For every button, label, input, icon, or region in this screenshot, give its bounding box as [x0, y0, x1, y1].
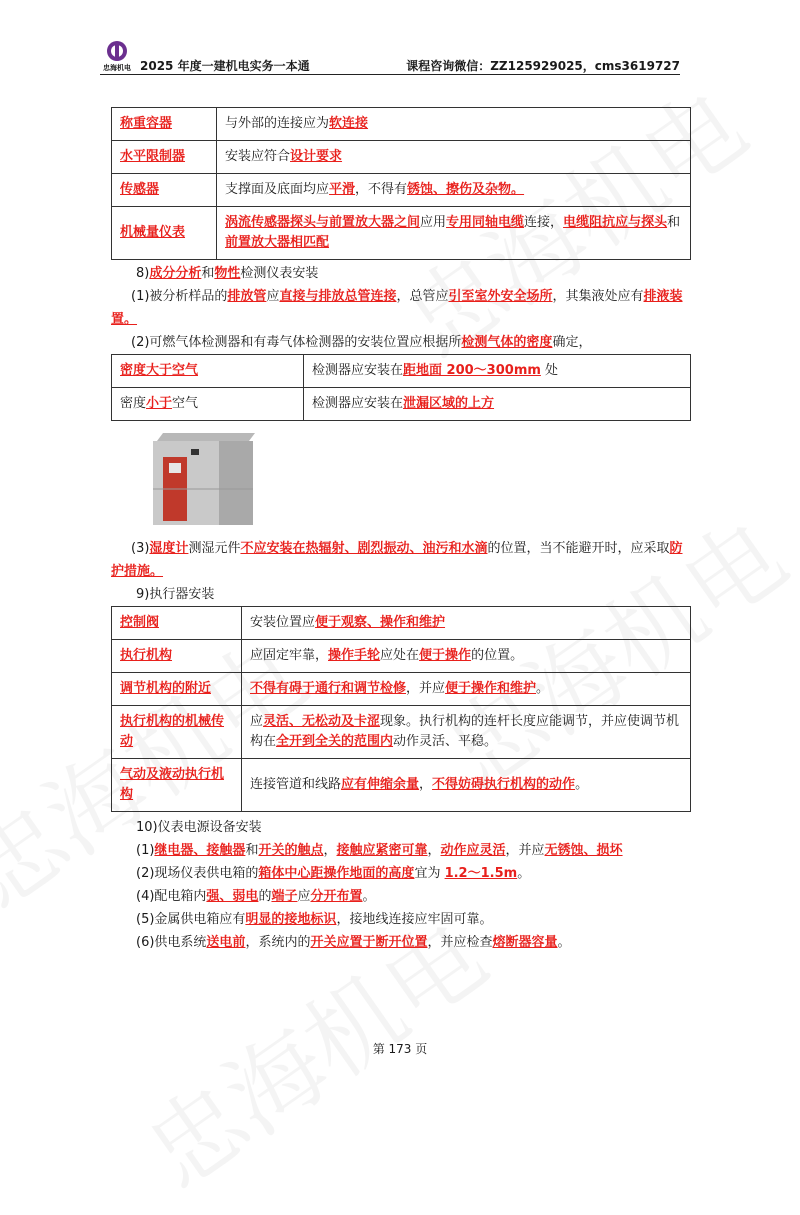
table-row [112, 607, 691, 640]
row-key: 控制阀 [112, 607, 242, 640]
row-key: 水平限制器 [112, 141, 217, 174]
highlight-text: 继电器、接触器 [154, 843, 246, 858]
table-row [112, 759, 691, 812]
row-key: 调节机构的附近 [112, 673, 242, 706]
text-segment: 现象。执行机构的连杆长度应能调节，并应使调节机构在 [250, 714, 680, 749]
row-key [112, 355, 304, 388]
highlight-text: 明显的接地标识 [245, 912, 337, 927]
highlight-text: 软连接 [329, 116, 369, 131]
section-10-heading: 10)仪表电源设备安装 [136, 820, 262, 835]
highlight-text: 距地面 200～300mm [403, 363, 541, 378]
row-value [242, 640, 691, 673]
table-row [112, 108, 691, 141]
text-segment: ，总管应 [396, 289, 449, 304]
analyzer-house-photo [149, 429, 259, 529]
text-segment: ，其集液处应有 [552, 289, 644, 304]
actuator-install-table [111, 606, 691, 812]
text-segment: 连接管道和线路 [250, 777, 342, 792]
text-segment: ，系统内的 [245, 935, 311, 950]
row-key: 执行机构的机械传动 [112, 706, 242, 759]
text-segment: 8) [136, 266, 150, 281]
text-segment: 支撑面及底面均应 [225, 182, 330, 197]
row-key: 气动及液动执行机构 [112, 759, 242, 812]
text-segment: ， [419, 777, 433, 792]
text-segment: 和 [245, 843, 259, 858]
text-segment: (4)配电箱内 [136, 889, 207, 904]
text-segment: 应固定牢靠， [250, 648, 329, 663]
text-segment: 宜为 [414, 866, 445, 881]
highlight-text: 涡流传感器探头与前置放大器之间 [225, 215, 421, 230]
text-segment: 。 [557, 935, 571, 950]
sensor-install-table [111, 107, 691, 260]
text-segment: 安装位置应 [250, 615, 316, 630]
text-segment: ，不得有 [355, 182, 408, 197]
row-value [217, 141, 691, 174]
text-segment: 检测仪表安装 [240, 266, 319, 281]
highlight-text: 前置放大器相匹配 [225, 235, 330, 250]
main-content [111, 107, 691, 954]
highlight-text: 开关应置于断开位置 [310, 935, 428, 950]
text-segment: ，并应 [505, 843, 545, 858]
table-row [112, 174, 691, 207]
text-segment: 空气 [172, 396, 199, 411]
highlight-text: 物性 [214, 266, 241, 281]
row-value [217, 174, 691, 207]
highlight-text: 锈蚀、擦伤及杂物。 [407, 182, 525, 197]
text-segment: 。 [536, 681, 550, 696]
row-value [217, 108, 691, 141]
text-segment: 密度 [120, 396, 147, 411]
list-item [111, 885, 691, 908]
row-value [304, 355, 691, 388]
text-segment: 的位置。 [471, 648, 524, 663]
text-segment: 。 [362, 889, 376, 904]
page-number: 第 173 页 [372, 1042, 428, 1056]
text-segment: 应处在 [380, 648, 420, 663]
text-segment: ，并应 [406, 681, 446, 696]
text-segment: 连接， [524, 215, 564, 230]
row-key: 机械量仪表 [112, 207, 217, 260]
text-segment: (3) [131, 541, 150, 556]
row-key: 称重容器 [112, 108, 217, 141]
highlight-text: 防护措施。 [111, 541, 683, 579]
row-key: 传感器 [112, 174, 217, 207]
row-key: 执行机构 [112, 640, 242, 673]
table-row [112, 388, 691, 421]
text-segment: 和 [201, 266, 215, 281]
text-segment: ，并应检查 [427, 935, 493, 950]
table-row [112, 640, 691, 673]
highlight-text: 湿度计 [149, 541, 189, 556]
text-segment: 与外部的连接应为 [225, 116, 330, 131]
text-segment: 应 [297, 889, 311, 904]
text-segment: 测湿元件 [188, 541, 241, 556]
text-segment: 。 [517, 866, 531, 881]
gas-detector-table [111, 354, 691, 421]
highlight-text: 专用同轴电缆 [446, 215, 525, 230]
text-segment: ， [323, 843, 337, 858]
highlight-text: 排放管 [227, 289, 267, 304]
text-segment: 。 [575, 777, 589, 792]
section-8-p3 [111, 537, 691, 583]
text-segment: (2)可燃气体检测器和有毒气体检测器的安装位置应根据所 [131, 335, 462, 350]
logo-text: 忠海机电 [103, 64, 131, 72]
text-segment: 确定， [552, 335, 592, 350]
company-logo [100, 40, 134, 72]
list-item [111, 862, 691, 885]
highlight-text: 直接与排放总管连接 [279, 289, 397, 304]
highlight-text: 不得妨碍执行机构的动作 [432, 777, 576, 792]
highlight-text: 动作应灵活 [440, 843, 506, 858]
highlight-text: 强、弱电 [206, 889, 259, 904]
text-segment: 处 [540, 363, 559, 378]
document-title: 2025 年度一建机电实务一本通 [140, 59, 310, 73]
highlight-text: 不应安装在热辐射、剧烈振动、油污和水滴 [240, 541, 488, 556]
text-segment: 应用 [420, 215, 447, 230]
section-8-p2 [111, 331, 691, 354]
table-row [112, 207, 691, 260]
highlight-text: 熔断器容量 [492, 935, 558, 950]
text-segment: 检测器应安装在 [312, 363, 404, 378]
section-8-p1 [111, 285, 691, 331]
text-segment: (2)现场仪表供电箱的 [136, 866, 259, 881]
highlight-text: 引至室外安全场所 [448, 289, 553, 304]
text-segment: (6)供电系统 [136, 935, 207, 950]
section-8-heading [111, 262, 691, 285]
text-segment: 应 [250, 714, 264, 729]
highlight-text: 排液装置。 [111, 289, 683, 327]
list-item [111, 839, 691, 862]
text-segment: ，接地线连接应牢固可靠。 [336, 912, 493, 927]
highlight-text: 操作手轮 [328, 648, 381, 663]
highlight-text: 便于观察、操作和维护 [315, 615, 446, 630]
highlight-text: 小于 [146, 396, 173, 411]
section-9-heading: 9)执行器安装 [136, 587, 215, 602]
row-value [242, 607, 691, 640]
highlight-text: 设计要求 [290, 149, 343, 164]
highlight-text: 不得有碍于通行和调节检修 [250, 681, 407, 696]
highlight-text: 应有伸缩余量 [341, 777, 420, 792]
table-row [112, 355, 691, 388]
highlight-text: 无锈蚀、损坏 [544, 843, 623, 858]
highlight-text: 全开到全关的范围内 [276, 734, 394, 749]
text-segment: 动作灵活、平稳。 [393, 734, 498, 749]
highlight-text: 灵活、无松动及卡涩 [263, 714, 381, 729]
text-segment: ， [427, 843, 441, 858]
text-segment: 和 [667, 215, 681, 230]
row-value [242, 759, 691, 812]
section-10-list [111, 839, 691, 954]
highlight-text: 泄漏区域的上方 [403, 396, 495, 411]
text-segment: 的 [258, 889, 272, 904]
highlight-text: 接触应紧密可靠 [336, 843, 428, 858]
text-segment: (1)被分析样品的 [131, 289, 228, 304]
highlight-text: 开关的触点 [258, 843, 324, 858]
highlight-text: 分开布置 [310, 889, 363, 904]
row-value [242, 673, 691, 706]
text-segment: 检测器应安装在 [312, 396, 404, 411]
page-header [100, 38, 680, 75]
row-key [112, 388, 304, 421]
highlight-text: 密度大于空气 [120, 363, 199, 378]
highlight-text: 端子 [271, 889, 298, 904]
highlight-text: 1.2～1.5m [444, 866, 518, 881]
table-row [112, 706, 691, 759]
row-value [242, 706, 691, 759]
highlight-text: 便于操作和维护 [445, 681, 537, 696]
list-item [111, 908, 691, 931]
text-segment: (1) [136, 843, 155, 858]
text-segment: 安装应符合 [225, 149, 291, 164]
highlight-text: 成分分析 [149, 266, 202, 281]
highlight-text: 箱体中心距操作地面的高度 [258, 866, 415, 881]
text-segment: 的位置，当不能避开时，应采取 [487, 541, 670, 556]
list-item [111, 931, 691, 954]
text-segment: 应 [266, 289, 280, 304]
table-row [112, 141, 691, 174]
highlight-text: 便于操作 [419, 648, 472, 663]
table-row [112, 673, 691, 706]
highlight-text: 平滑 [329, 182, 356, 197]
row-value [217, 207, 691, 260]
text-segment: (5)金属供电箱应有 [136, 912, 246, 927]
highlight-text: 送电前 [206, 935, 246, 950]
highlight-text: 检测气体的密度 [461, 335, 553, 350]
highlight-text: 电缆阻抗应与探头 [563, 215, 668, 230]
contact-info: 课程咨询微信：ZZ125929025，cms3619727 [406, 59, 680, 73]
row-value [304, 388, 691, 421]
